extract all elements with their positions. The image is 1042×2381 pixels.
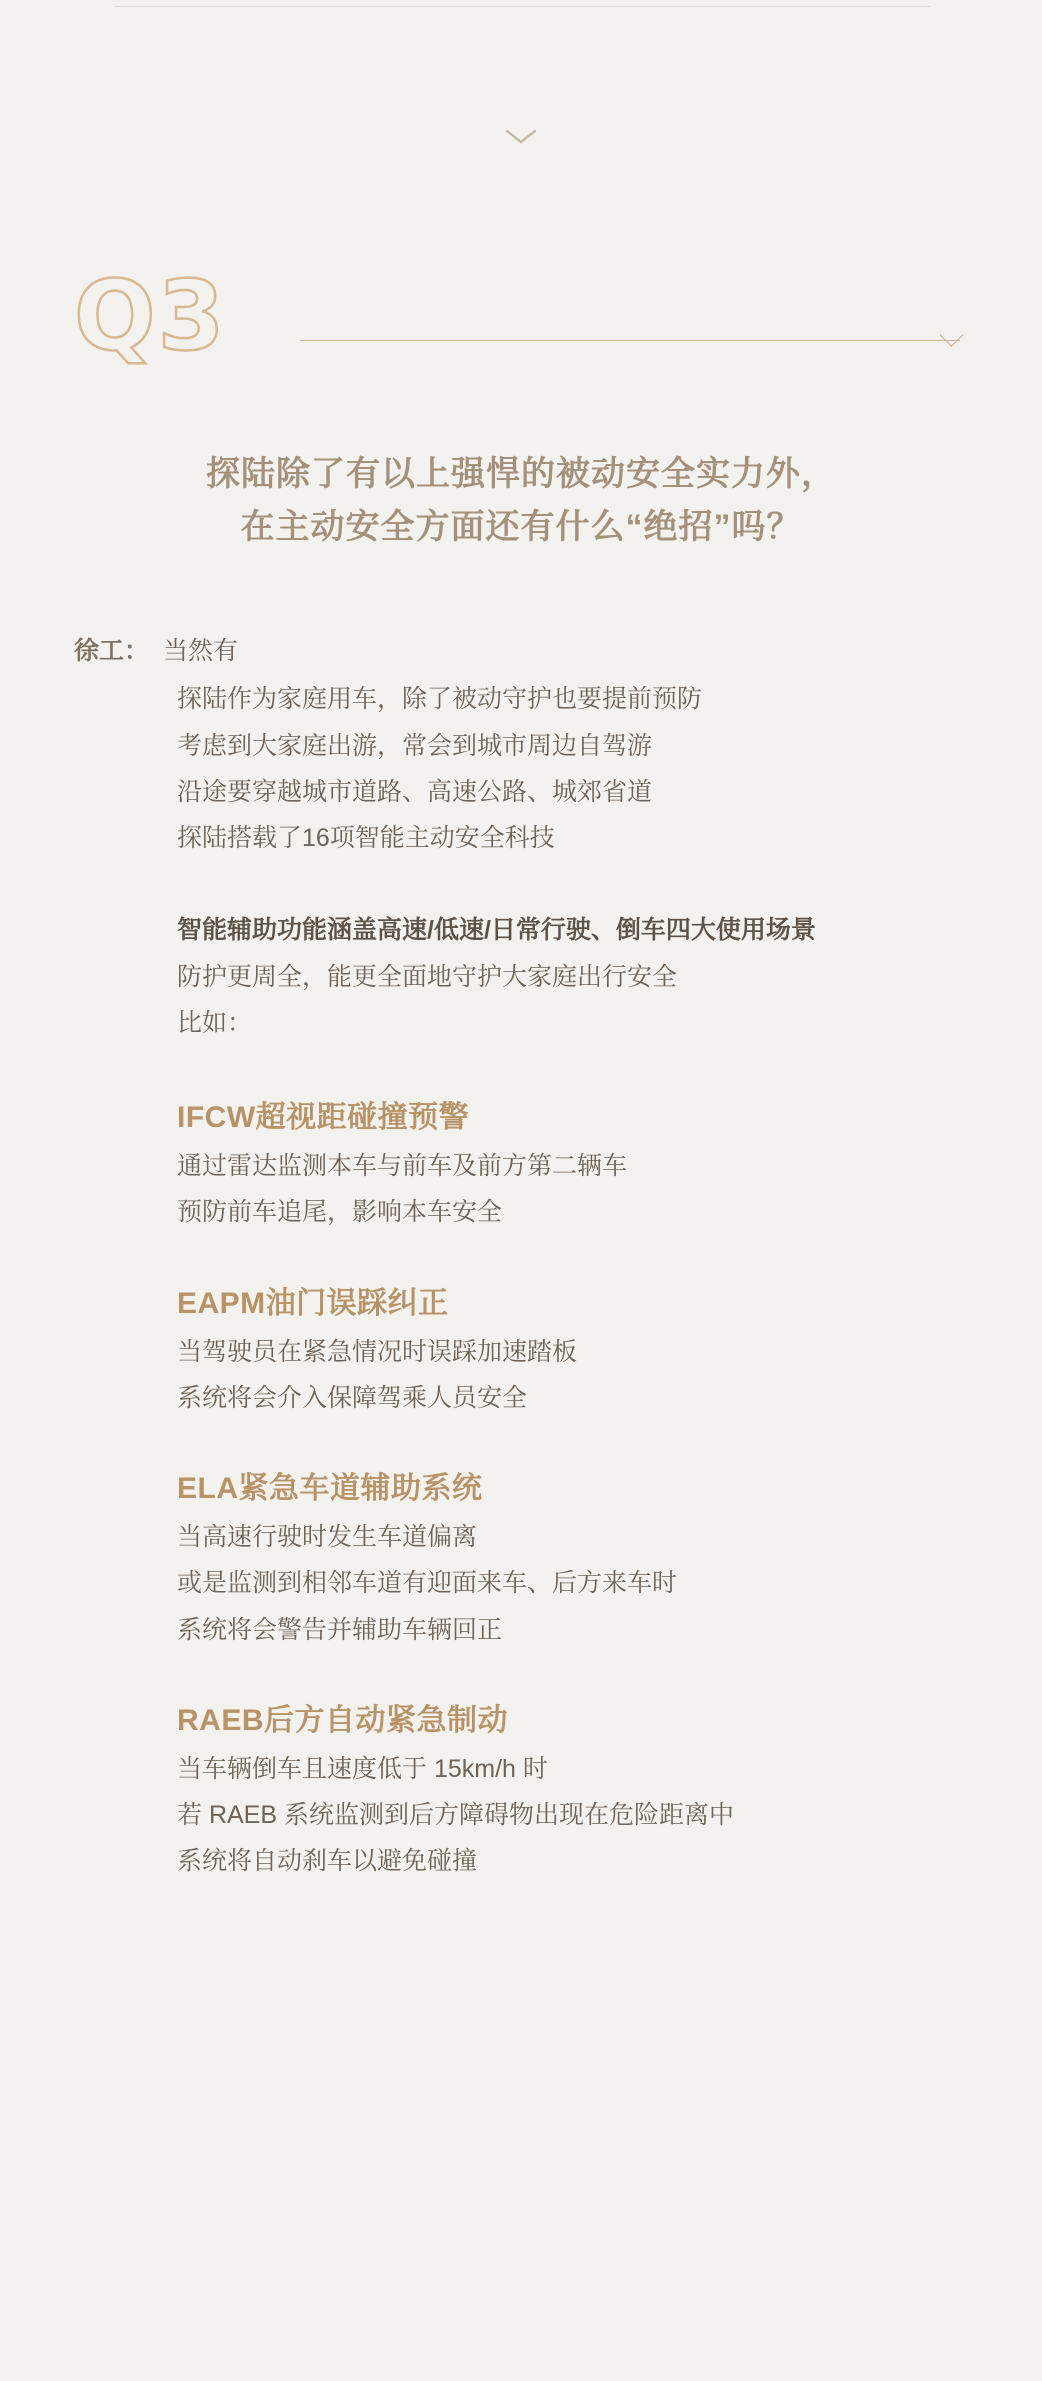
feature-line: 当驾驶员在紧急情况时误踩加速踏板 <box>177 1337 578 1366</box>
feature-line: 预防前车追尾，影响本车安全 <box>177 1198 503 1227</box>
spacer <box>74 861 968 907</box>
feature-line: 当车辆倒车且速度低于 15km/h 时 <box>177 1754 548 1783</box>
question-marker-block <box>0 260 1042 372</box>
feature-line: 通过雷达监测本车与前车及前方第二辆车 <box>177 1152 628 1180</box>
headline-line-2: 在主动安全方面还有什么“绝招”吗？ <box>240 507 802 546</box>
chevron-down-icon <box>504 128 538 146</box>
feature-title: EAPM油门误踩纠正 <box>177 1286 449 1320</box>
intro-line: 考虑到大家庭出游，常会到城市周边自驾游 <box>177 731 653 760</box>
feature-item <box>177 1278 968 1422</box>
scenario-line: 比如： <box>177 1008 253 1037</box>
feature-line: 当高速行驶时发生车道偏离 <box>177 1523 478 1551</box>
page-title <box>0 448 1042 553</box>
intro-line: 沿途要穿越城市道路、高速公路、城郊省道 <box>177 777 653 806</box>
speaker-reply: 当然有 <box>163 637 239 665</box>
feature-line: 系统将自动刹车以避免碰撞 <box>177 1847 478 1876</box>
scenario-line: 防护更周全，能更全面地守护大家庭出行安全 <box>177 962 678 991</box>
scenario-paragraph <box>177 907 968 1046</box>
intro-line: 探陆搭载了16项智能主动安全科技 <box>177 824 555 852</box>
headline-line-1: 探陆除了有以上强悍的被动安全实力外， <box>206 455 836 493</box>
feature-item <box>177 1695 968 1885</box>
feature-line: 系统将会介入保障驾乘人员安全 <box>177 1383 528 1412</box>
speaker-row <box>74 628 968 674</box>
feature-item <box>177 1463 968 1653</box>
top-divider <box>115 6 930 7</box>
scenario-heading: 智能辅助功能涵盖高速/低速/日常行驶、倒车四大使用场景 <box>177 916 816 945</box>
spacer <box>74 1046 968 1092</box>
speaker-label: 徐工： <box>74 637 150 665</box>
question-rule <box>300 340 960 341</box>
feature-item <box>177 1092 968 1236</box>
question-number: Q3 <box>74 260 227 372</box>
feature-title: RAEB后方自动紧急制动 <box>177 1703 509 1737</box>
feature-line: 或是监测到相邻车道有迎面来车、后方来车时 <box>177 1569 678 1598</box>
intro-line: 探陆作为家庭用车，除了被动守护也要提前预防 <box>177 685 703 714</box>
intro-paragraph <box>177 676 968 861</box>
feature-title: IFCW超视距碰撞预警 <box>177 1101 470 1134</box>
answer-body <box>0 628 1042 1945</box>
feature-line: 系统将会警告并辅助车辆回正 <box>177 1615 503 1644</box>
feature-line: 若 RAEB 系统监测到后方障碍物出现在危险距离中 <box>177 1801 734 1829</box>
scroll-hint <box>0 128 1042 146</box>
feature-title: ELA紧急车道辅助系统 <box>177 1472 483 1505</box>
